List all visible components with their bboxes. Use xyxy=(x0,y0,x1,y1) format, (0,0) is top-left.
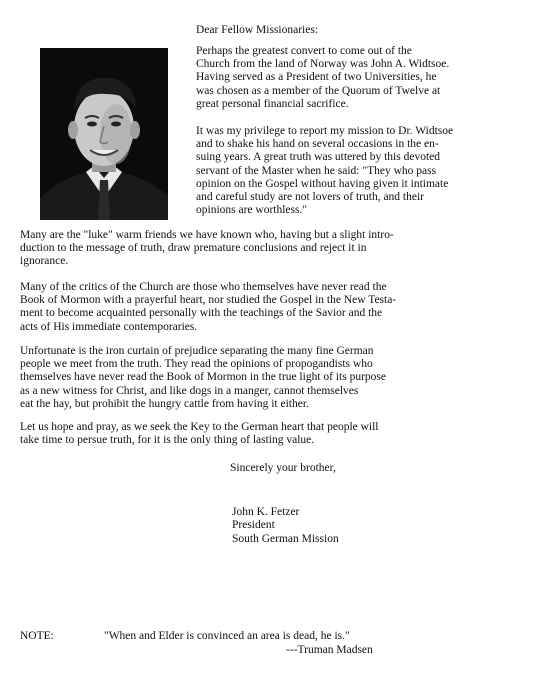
paragraph-iron-curtain xyxy=(20,345,386,411)
paragraph-hope-and-pray xyxy=(20,421,379,447)
text-line: great personal financial sacrifice. xyxy=(196,97,349,110)
text-line: take time to persue truth, for it is the only thing of lasting value. xyxy=(20,434,315,447)
text-line: and to shake his hand on several occasions in the en- xyxy=(196,138,439,151)
text-line: people we meet from the truth. They read the opinions of propogandists who xyxy=(20,358,373,371)
text-line: ment to become acquainted personally with the teachings of the Savior and the xyxy=(20,307,383,320)
paragraph-widtsoe-quote xyxy=(196,125,453,217)
text-line: duction to the message of truth, draw premature conclusions and reject it in xyxy=(20,242,367,255)
note-attribution: ---Truman Madsen xyxy=(286,644,373,656)
text-line: acts of His immediate contemporaries. xyxy=(20,320,198,333)
signature-name: John K. Fetzer xyxy=(232,506,300,518)
text-line: themselves have never read the Book of Mormon in the true light of its purpose xyxy=(20,371,386,384)
text-line: was chosen as a member of the Quorum of Twelve at xyxy=(196,84,441,97)
text-line: It was my privilege to report my mission to Dr. Widtsoe xyxy=(196,125,454,137)
text-line: eat the hay, but prohibit the hungry cattle from having it either. xyxy=(20,397,309,410)
text-line: Church from the land of Norway was John A. Widtsoe. xyxy=(196,58,450,71)
text-line: Book of Mormon with a prayerful heart, nor studied the Gospel in the New Testa- xyxy=(20,294,397,307)
paragraph-luke-warm xyxy=(20,229,394,269)
text-line: suing years. A great truth was uttered by this devoted xyxy=(196,151,441,164)
note-quote: "When and Elder is convinced an area is dead, he is." xyxy=(104,630,350,642)
text-line: Having served as a President of two Universities, he xyxy=(196,71,437,84)
portrait-photo xyxy=(40,48,168,220)
text-line: opinions are worthless." xyxy=(196,204,308,217)
text-line: opinion on the Gospel without having given it intimate xyxy=(196,177,449,190)
signature-org: South German Mission xyxy=(232,532,339,545)
text-line: ignorance. xyxy=(20,255,69,268)
text-line: as a new witness for Christ, and like dogs in a manger, cannot themselves xyxy=(20,384,359,397)
paragraph-widtsoe-intro xyxy=(196,45,449,111)
text-line: Unfortunate is the iron curtain of prejudice separating the many fine German xyxy=(20,345,374,357)
text-line: Perhaps the greatest convert to come out of the xyxy=(196,45,412,57)
salutation: Dear Fellow Missionaries: xyxy=(196,24,319,36)
text-line: and careful study are not lovers of truth, and their xyxy=(196,191,425,204)
text-line: Many are the "luke" warm friends we have known who, having but a slight intro- xyxy=(20,229,394,241)
signature-title: President xyxy=(232,519,275,532)
portrait-icon xyxy=(40,48,168,220)
text-line: Many of the critics of the Church are those who themselves have never read the xyxy=(20,281,387,293)
text-line: servant of the Master when he said: "They who pass xyxy=(196,164,437,177)
signature-block xyxy=(232,506,339,546)
closing: Sincerely your brother, xyxy=(230,462,336,474)
note-label: NOTE: xyxy=(20,630,54,642)
text-line: Let us hope and pray, as we seek the Key to the German heart that people will xyxy=(20,421,379,433)
paragraph-critics xyxy=(20,281,396,334)
